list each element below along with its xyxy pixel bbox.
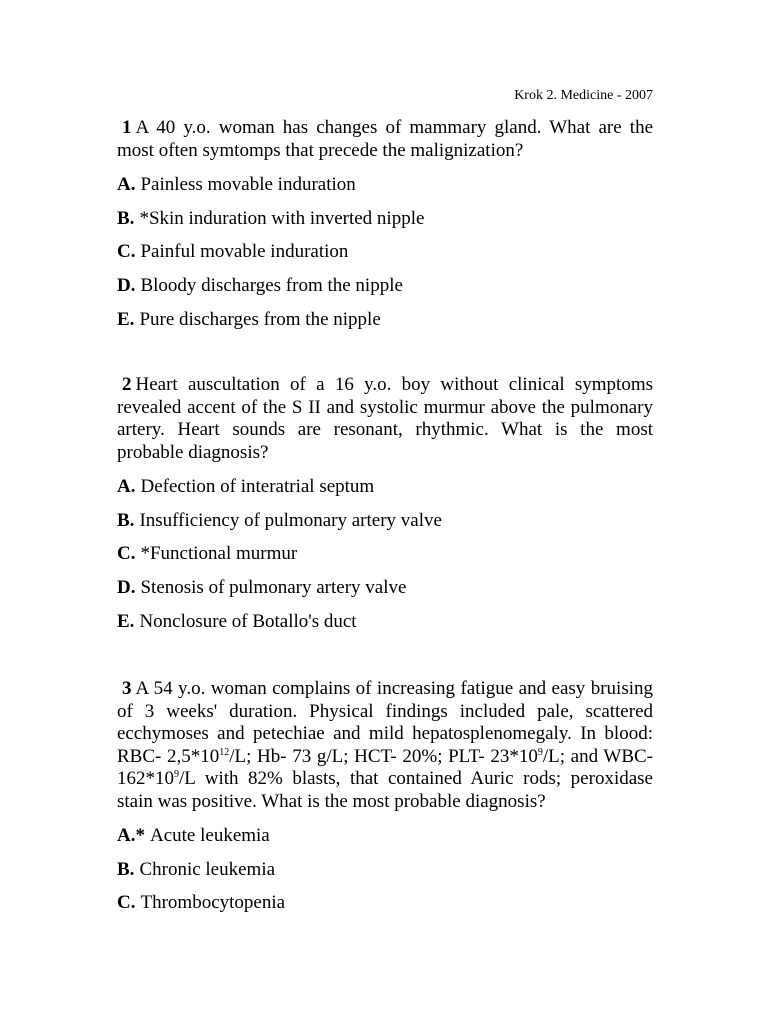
option-text: Insufficiency of pulmonary artery valve [139, 509, 442, 531]
answer-option-d [117, 577, 653, 599]
option-text: Thrombocytopenia [140, 892, 286, 914]
answer-option-a [117, 174, 653, 196]
answer-option-b [117, 510, 653, 532]
answer-options [117, 825, 653, 915]
option-letter: D. [117, 577, 136, 598]
question-text-part-4: /L with 82% blasts, that contained Auric rods; peroxidase stain was positive. What is the most probable diagnosis? [117, 768, 653, 812]
answer-option-e [117, 309, 653, 331]
question-stem [117, 374, 653, 464]
option-text: Nonclosure of Botallo's duct [139, 610, 357, 632]
exponent: 9 [537, 746, 543, 758]
question-text-part-2: /L; Hb- 73 g/L; HCT- 20%; PLT- 23*10 [229, 745, 538, 767]
answer-option-c [117, 241, 653, 263]
question-stem [117, 678, 653, 813]
exponent: 9 [174, 769, 179, 780]
answer-option-a [117, 476, 653, 498]
option-letter: D. [117, 275, 136, 296]
exponent: 12 [219, 746, 230, 758]
answer-option-c [117, 543, 653, 565]
question-2 [117, 374, 653, 633]
question-text: Heart auscultation of a 16 y.o. boy without clinical symptoms revealed accent of the S II and systolic murmur above the pulmonary artery. Heart sounds are resonant, rhythmic. What is the most probable diagnosis? [117, 374, 653, 463]
option-letter: B. [117, 858, 135, 880]
option-letter: A. [117, 475, 136, 497]
option-letter: E. [117, 308, 135, 330]
option-letter: C. [117, 543, 136, 565]
option-letter: A.* [117, 824, 145, 846]
answer-option-d [117, 275, 653, 297]
option-letter: E. [117, 610, 135, 632]
question-3 [117, 678, 653, 914]
answer-option-a [117, 825, 653, 847]
question-1 [117, 117, 653, 331]
option-letter: C. [117, 892, 136, 914]
answer-options [117, 476, 653, 633]
question-text-part-1: A 54 y.o. woman complains of increasing fatigue and easy bruising of 3 weeks' duration. Physical findings included pale, scattered ecchymoses and petechiae and mild hepatosplenomegaly. In blood: RBC- 2,5*10 [117, 678, 653, 767]
option-letter: C. [117, 241, 136, 263]
question-number: 2 [122, 374, 132, 395]
answer-option-c [117, 892, 653, 914]
option-letter: A. [117, 173, 136, 195]
option-text: Pure discharges from the nipple [139, 308, 381, 330]
question-text: A 40 y.o. woman has changes of mammary gland. What are the most often symtomps that precede the malignization? [117, 117, 653, 161]
running-header: Krok 2. Medicine - 2007 [514, 88, 653, 103]
option-text: Stenosis of pulmonary artery valve [140, 577, 407, 598]
answer-option-e [117, 611, 653, 633]
option-text: Bloody discharges from the nipple [140, 275, 403, 296]
answer-option-b [117, 859, 653, 881]
option-text: Acute leukemia [149, 824, 270, 846]
question-number: 3 [122, 678, 132, 699]
option-text: Chronic leukemia [139, 858, 276, 880]
question-text-part-3: /L; and WBC- 162*10 [117, 745, 653, 789]
option-text: Defection of interatrial septum [140, 475, 375, 497]
answer-option-b [117, 208, 653, 230]
question-stem [117, 117, 653, 162]
option-letter: B. [117, 207, 135, 229]
option-text: Painful movable induration [140, 241, 349, 263]
option-text: *Functional murmur [140, 543, 298, 565]
option-text: Painless movable induration [140, 173, 356, 195]
option-text: *Skin induration with inverted nipple [139, 207, 425, 229]
question-number: 1 [122, 117, 132, 138]
answer-options [117, 174, 653, 331]
option-letter: B. [117, 509, 135, 531]
